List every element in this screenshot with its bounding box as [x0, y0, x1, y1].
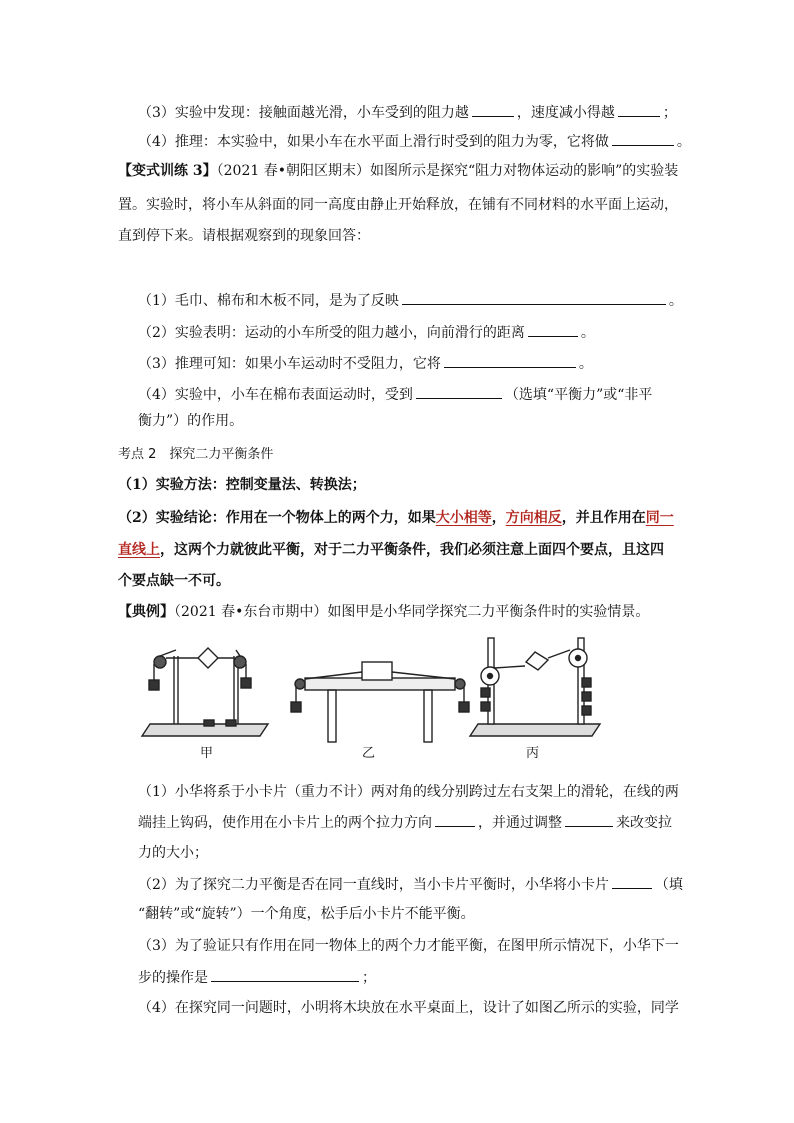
answer-blank[interactable]: [528, 322, 578, 337]
figure-bing-apparatus: [470, 638, 600, 736]
caption-yi: 乙: [362, 746, 376, 761]
sub-question-2: （2）实验表明：运动的小车所受的阻力越小，向前滑行的距离 。: [138, 322, 698, 343]
figure-yi-apparatus: [291, 662, 469, 742]
answer-blank[interactable]: [565, 812, 613, 827]
conclusion-line1: （2）实验结论：作用在一个物体上的两个力，如果大小相等，方向相反，并且作用在同一: [118, 510, 674, 526]
answer-blank[interactable]: [435, 812, 475, 827]
sub-question-4-line2: 衡力”）的作用。: [138, 413, 244, 429]
caption-bing: 丙: [526, 746, 540, 761]
example-q1-line1: （1）小华将系于小卡片（重力不计）两对角的线分别跨过左右支架上的滑轮，在线的两: [138, 784, 679, 800]
method-line: （1）实验方法：控制变量法、转换法；: [118, 477, 366, 493]
conclusion-line2: 直线上，这两个力就彼此平衡，对于二力平衡条件，我们必须注意上面四个要点，且这四: [118, 542, 664, 558]
example-q4-line1: （4）在探究同一问题时，小明将木块放在水平桌面上，设计了如图乙所示的实验，同学: [138, 1000, 679, 1016]
conclusion-line3: 个要点缺一不可。: [118, 573, 230, 589]
answer-blank[interactable]: [444, 353, 576, 368]
sub-question-3: （3）推理可知：如果小车运动时不受阻力，它将 。: [138, 353, 698, 374]
example-title: 【典例】（2021 春•东台市期中）如图甲是小华同学探究二力平衡条件时的实验情景。: [118, 604, 650, 620]
example-q2-line1: （2）为了探究二力平衡是否在同一直线时，当小卡片平衡时，小华将小卡片 （填: [138, 874, 698, 895]
question-3: （3）实验中发现：接触面越光滑，小车受到的阻力越 ，速度减小得越 ；: [138, 102, 698, 123]
question-4: （4）推理：本实验中，如果小车在水平面上滑行时受到的阻力为零，它将做 。: [138, 131, 698, 152]
answer-blank[interactable]: [612, 131, 674, 146]
caption-jia: 甲: [200, 746, 214, 761]
sub-question-1: （1）毛巾、棉布和木板不同，是为了反映 。: [138, 290, 698, 311]
variant-training-3-line2: 置。实验时，将小车从斜面的同一高度由静止开始释放，在铺有不同材料的水平面上运动，: [118, 197, 678, 213]
experiment-figures: [130, 628, 690, 778]
variant-training-3-line3: 直到停下来。请根据观察到的现象回答：: [118, 228, 370, 244]
sub-question-4: （4）实验中，小车在棉布表面运动时，受到 （选填“平衡力”或“非平: [138, 384, 698, 405]
answer-blank[interactable]: [612, 874, 652, 889]
example-q2-line2: “翻转”或“旋转”）一个角度，松手后小卡片不能平衡。: [138, 906, 475, 922]
answer-blank[interactable]: [211, 967, 359, 982]
figure-jia-apparatus: [142, 648, 268, 736]
example-q3-line2: 步的操作是 ；: [138, 967, 698, 988]
answer-blank[interactable]: [472, 102, 514, 117]
example-q3-line1: （3）为了验证只有作用在同一物体上的两个力才能平衡，在图甲所示情况下，小华下一: [138, 938, 679, 954]
example-q1-line3: 力的大小；: [138, 845, 208, 861]
example-q1-line2: 端挂上钩码，使作用在小卡片上的两个拉力方向 ，并通过调整 来改变拉: [138, 812, 698, 833]
topic-2-heading: 考点 2 探究二力平衡条件: [118, 447, 274, 462]
answer-blank[interactable]: [416, 384, 502, 399]
answer-blank[interactable]: [618, 102, 660, 117]
variant-training-3-title: 【变式训练 3】（2021 春•朝阳区期末）如图所示是探究“阻力对物体运动的影响”的实验装: [118, 163, 679, 179]
answer-blank[interactable]: [402, 290, 666, 305]
